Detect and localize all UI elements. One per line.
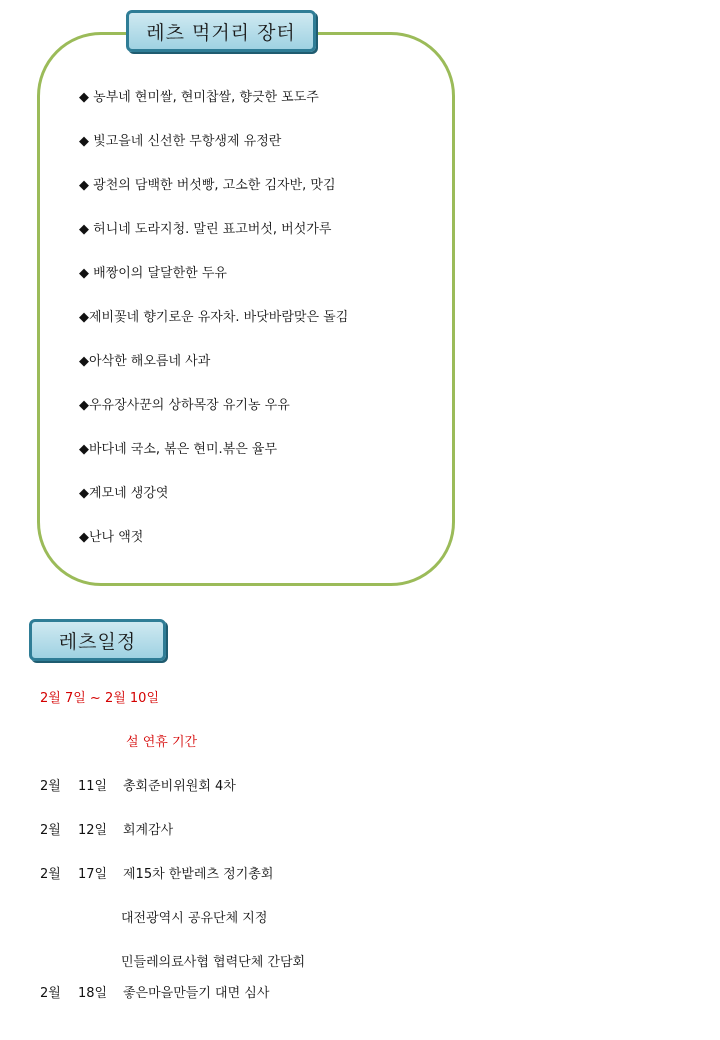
market-item: ◆우유장사꾼의 상하목장 유기농 우유 xyxy=(79,398,290,413)
schedule-month: 2월 xyxy=(40,867,61,882)
market-box xyxy=(37,32,455,586)
holiday-label: 설 연휴 기간 xyxy=(126,735,198,750)
market-item: ◆ 농부네 현미쌀, 현미찹쌀, 향긋한 포도주 xyxy=(79,90,319,105)
market-item: ◆ 배짱이의 달달한한 두유 xyxy=(79,266,227,281)
schedule-sub-event: 민들레의료사협 협력단체 간담회 xyxy=(121,955,306,970)
market-item: ◆아삭한 해오름네 사과 xyxy=(79,354,211,369)
market-item: ◆ 광천의 담백한 버섯빵, 고소한 김자반, 맛김 xyxy=(79,178,336,193)
schedule-day: 11일 xyxy=(78,779,108,794)
market-item: ◆난나 액젓 xyxy=(79,530,144,545)
schedule-event: 회계감사 xyxy=(123,823,174,838)
schedule-day: 18일 xyxy=(78,986,108,1001)
schedule-day: 12일 xyxy=(78,823,108,838)
market-item: ◆제비꽃네 향기로운 유자차. 바닷바람맞은 돌김 xyxy=(79,310,349,325)
schedule-event: 좋은마을만들기 대면 심사 xyxy=(123,986,270,1001)
schedule-sub-event: 대전광역시 공유단체 지정 xyxy=(121,911,268,926)
schedule-month: 2월 xyxy=(40,823,61,838)
market-item: ◆ 허니네 도라지청. 말린 표고버섯, 버섯가루 xyxy=(79,222,332,237)
market-item: ◆계모네 생강엿 xyxy=(79,486,169,501)
schedule-month: 2월 xyxy=(40,986,61,1001)
market-item: ◆바다네 국소, 볶은 현미.볶은 율무 xyxy=(79,442,278,457)
holiday-range: 2월 7일 ~ 2월 10일 xyxy=(40,691,160,706)
market-title: 레츠 먹거리 장터 xyxy=(126,10,316,52)
schedule-event: 총회준비위원회 4차 xyxy=(123,779,236,794)
market-item: ◆ 빛고을네 신선한 무항생제 유정란 xyxy=(79,134,282,149)
schedule-title: 레츠일정 xyxy=(29,619,166,661)
schedule-event: 제15차 한밭레츠 정기총회 xyxy=(123,867,274,882)
schedule-month: 2월 xyxy=(40,779,61,794)
schedule-day: 17일 xyxy=(78,867,108,882)
